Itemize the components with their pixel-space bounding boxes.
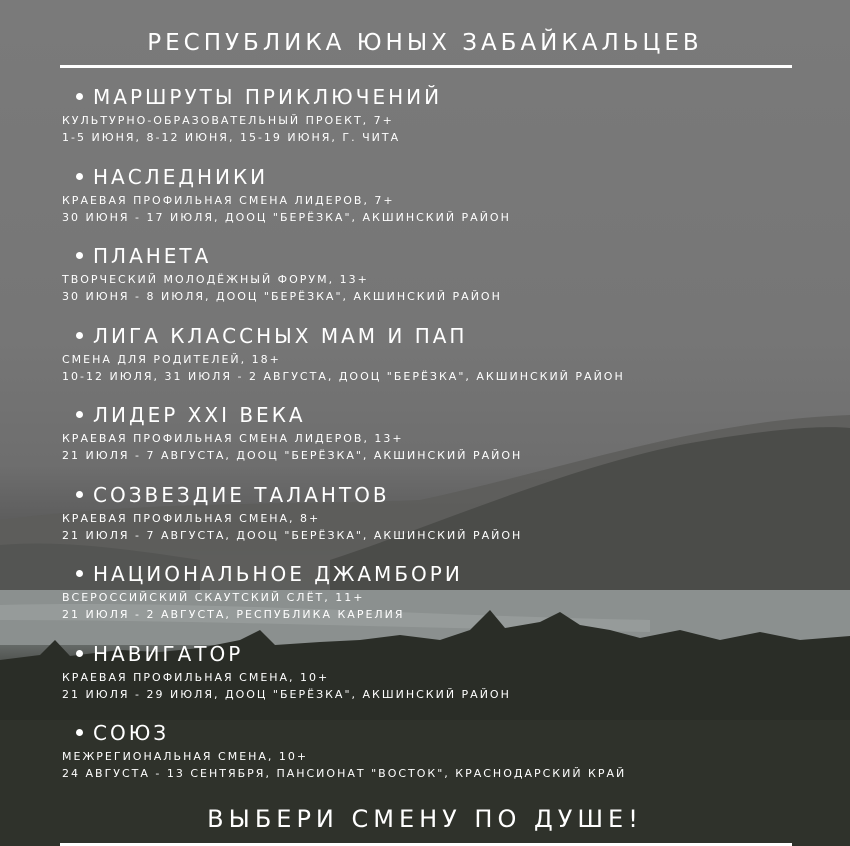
slogan: ВЫБЕРИ СМЕНУ ПО ДУШЕ!: [207, 805, 643, 833]
event-type: КРАЕВАЯ ПРОФИЛЬНАЯ СМЕНА, 8+: [62, 511, 321, 525]
event-dates-location: 21 ИЮЛЯ - 7 АВГУСТА, ДООЦ "БЕРЁЗКА", АКШИНСКИЙ РАЙОН: [62, 528, 523, 542]
event-name: ЛИГА КЛАССНЫХ МАМ И ПАП: [93, 323, 468, 348]
event-type: СМЕНА ДЛЯ РОДИТЕЛЕЙ, 18+: [62, 352, 281, 366]
event-dates-location: 21 ИЮЛЯ - 29 ИЮЛЯ, ДООЦ "БЕРЁЗКА", АКШИНСКИЙ РАЙОН: [62, 687, 511, 701]
event-name: ПЛАНЕТА: [93, 244, 212, 268]
event-type: ВСЕРОССИЙСКИЙ СКАУТСКИЙ СЛЁТ, 11+: [62, 591, 365, 604]
bullet-icon: [76, 173, 83, 180]
event-dates-location: 10-12 ИЮЛЯ, 31 ИЮЛЯ - 2 АВГУСТА, ДООЦ "БЕРЁЗКА", АКШИНСКИЙ РАЙОН: [62, 369, 625, 383]
event-dates-location: 1-5 ИЮНЯ, 8-12 ИЮНЯ, 15-19 ИЮНЯ, Г. ЧИТА: [62, 131, 401, 144]
event-type: КРАЕВАЯ ПРОФИЛЬНАЯ СМЕНА ЛИДЕРОВ, 13+: [62, 432, 404, 445]
list-item: [62, 164, 842, 244]
list-item: [62, 561, 842, 641]
event-dates-location: 30 ИЮНЯ - 8 ИЮЛЯ, ДООЦ "БЕРЁЗКА", АКШИНСКИЙ РАЙОН: [62, 290, 502, 303]
list-item: [62, 323, 842, 403]
bullet-icon: [76, 570, 83, 577]
event-dates-location: 24 АВГУСТА - 13 СЕНТЯБРЯ, ПАНСИОНАТ "ВОСТОК", КРАСНОДАРСКИЙ КРАЙ: [62, 767, 627, 780]
title-divider: [60, 65, 792, 68]
event-title: [76, 323, 467, 349]
event-title: [76, 84, 442, 110]
events-list: [62, 84, 842, 800]
event-name: СОЗВЕЗДИЕ ТАЛАНТОВ: [93, 482, 390, 507]
event-name: ЛИДЕР XXI ВЕКА: [93, 403, 306, 427]
event-title: [76, 720, 169, 746]
event-type: ТВОРЧЕСКИЙ МОЛОДЁЖНЫЙ ФОРУМ, 13+: [62, 273, 369, 286]
event-name: СОЮЗ: [93, 721, 170, 745]
event-type: КРАЕВАЯ ПРОФИЛЬНАЯ СМЕНА, 10+: [62, 670, 330, 684]
list-item: [62, 402, 842, 482]
event-name: НАЦИОНАЛЬНОЕ ДЖАМБОРИ: [93, 562, 463, 586]
event-dates-location: 21 ИЮЛЯ - 7 АВГУСТА, ДООЦ "БЕРЁЗКА", АКШИНСКИЙ РАЙОН: [62, 449, 523, 462]
bullet-icon: [76, 252, 83, 259]
event-type: КРАЕВАЯ ПРОФИЛЬНАЯ СМЕНА ЛИДЕРОВ, 7+: [62, 193, 395, 207]
event-title: [76, 482, 390, 508]
bullet-icon: [76, 93, 83, 100]
bullet-icon: [76, 332, 83, 339]
event-dates-location: 30 ИЮНЯ - 17 ИЮЛЯ, ДООЦ "БЕРЁЗКА", АКШИНСКИЙ РАЙОН: [62, 210, 511, 224]
event-title: [76, 402, 306, 428]
event-name: НАВИГАТОР: [93, 641, 244, 666]
event-title: [76, 641, 243, 667]
event-dates-location: 21 ИЮЛЯ - 2 АВГУСТА, РЕСПУБЛИКА КАРЕЛИЯ: [62, 608, 405, 621]
event-type: КУЛЬТУРНО-ОБРАЗОВАТЕЛЬНЫЙ ПРОЕКТ, 7+: [62, 114, 394, 127]
event-name: МАРШРУТЫ ПРИКЛЮЧЕНИЙ: [93, 85, 443, 109]
event-name: НАСЛЕДНИКИ: [93, 164, 269, 189]
event-title: [76, 561, 463, 587]
bullet-icon: [76, 411, 83, 418]
list-item: [62, 84, 842, 164]
bullet-icon: [76, 650, 83, 657]
page-title: РЕСПУБЛИКА ЮНЫХ ЗАБАЙКАЛЬЦЕВ: [147, 30, 703, 56]
list-item: [62, 720, 842, 800]
list-item: [62, 243, 842, 323]
bullet-icon: [76, 491, 83, 498]
list-item: [62, 482, 842, 562]
event-type: МЕЖРЕГИОНАЛЬНАЯ СМЕНА, 10+: [62, 750, 309, 763]
event-title: [76, 164, 268, 190]
bullet-icon: [76, 729, 83, 736]
list-item: [62, 641, 842, 721]
event-title: [76, 243, 211, 269]
